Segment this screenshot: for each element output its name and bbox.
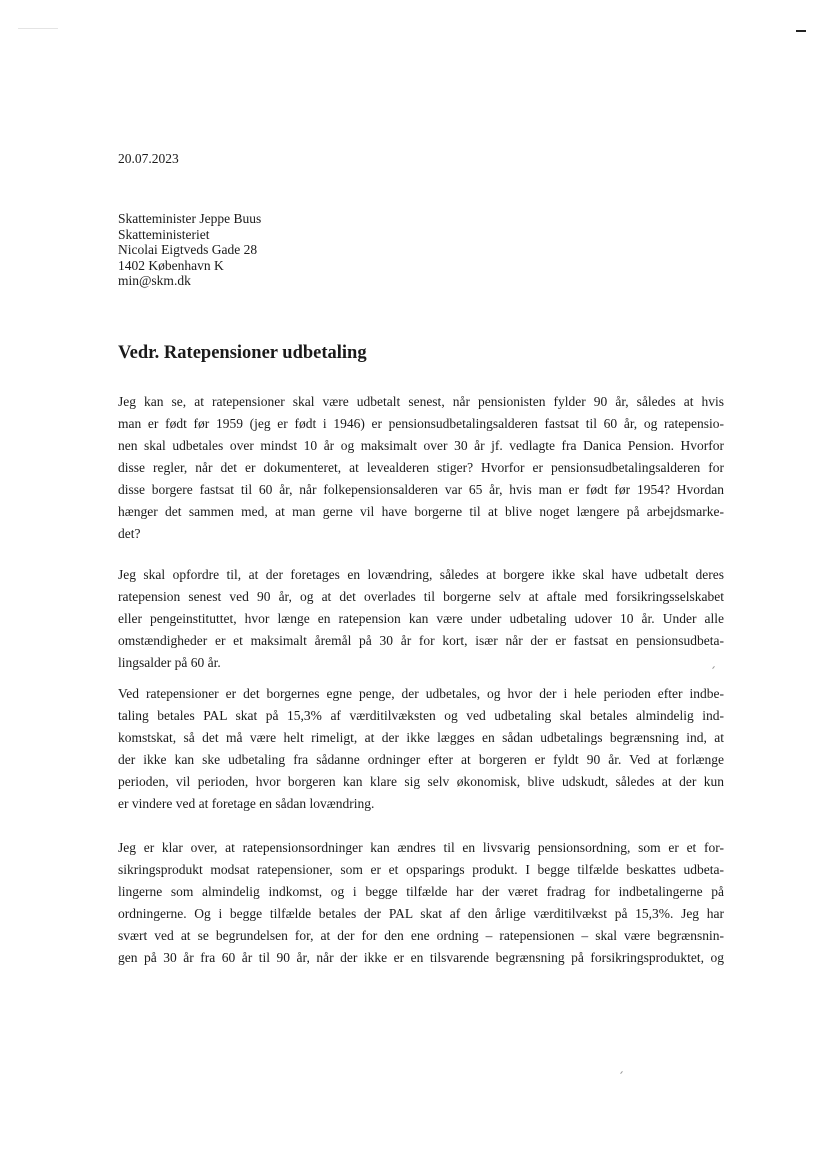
paragraph-line: eller pengeinstituttet, hvor længe en ratepension kan være under udbetaling udover 10 år. Under alle [118, 611, 724, 626]
scan-artifact [620, 1071, 623, 1074]
scan-artifact [18, 28, 58, 29]
paragraph-2 [118, 564, 724, 674]
paragraph-line: man er født før 1959 (jeg er født i 1946) er pensionsudbetalingsalderen fastsat til 60 år, og ratepensio- [118, 416, 724, 431]
paragraph-line: lingerne som almindelig indkomst, og i begge tilfælde har der været fradrag for indbetalingerne på [118, 884, 724, 899]
paragraph-line: svært ved at se begrundelsen for, at der for den ene ordning – ratepensionen – skal være begrænsnin- [118, 928, 724, 943]
paragraph-line: hænger det sammen med, at man gerne vil have borgerne til at blive noget længere på arbejdsmarke- [118, 504, 724, 519]
paragraph-line: omstændigheder er et maksimalt åremål på 30 år for kort, især når der er fastsat en pensionsudbeta- [118, 633, 724, 648]
paragraph-line: er vindere ved at foretage en sådan lovændring. [118, 796, 375, 811]
recipient-city: 1402 København K [118, 257, 224, 273]
paragraph-line: lingsalder på 60 år. [118, 655, 221, 670]
paragraph-line: det? [118, 526, 141, 541]
recipient-name: Skatteminister Jeppe Buus [118, 211, 262, 226]
paragraph-line: komstskat, så det må være helt rimeligt, at der ikke lægges en sådan udbetalings begrænsning ind, at [118, 730, 724, 745]
paragraph-3 [118, 683, 724, 815]
paragraph-line: disse borgere fastsat til 60 år, når folkepensionsalderen var 65 år, hvis man er født før 1954? Hvordan [118, 482, 724, 497]
paragraph-4 [118, 837, 724, 969]
recipient-organization: Skatteministeriet [118, 226, 210, 242]
paragraph-line: nen skal udbetales over mindst 10 år og maksimalt over 30 år jf. vedlagte fra Danica Pension. Hvorfor [118, 438, 724, 453]
letter-date: 20.07.2023 [118, 151, 179, 166]
paragraph-line: perioden, vil perioden, hvor borgeren kan klare sig selv økonomisk, blive udskudt, således at der kun [118, 774, 724, 789]
paragraph-line: Jeg er klar over, at ratepensionsordninger kan ændres til en livsvarig pensionsordning, som er et for- [118, 840, 724, 855]
recipient-street: Nicolai Eigtveds Gade 28 [118, 242, 258, 257]
subject-heading: Vedr. Ratepensioner udbetaling [118, 343, 367, 363]
scan-artifact [796, 30, 806, 32]
paragraph-line: disse regler, når det er dokumenteret, at levealderen stiger? Hvorfor er pensionsudbetalingsalderen for [118, 460, 724, 475]
paragraph-line: taling betales PAL skat på 15,3% af værditilvæksten og ved udbetaling skal betales almindelig ind- [118, 708, 724, 723]
recipient-email: min@skm.dk [118, 273, 191, 288]
paragraph-line: ordningerne. Og i begge tilfælde betales der PAL skat af den årlige værditilvækst på 15,3%. Jeg har [118, 906, 724, 921]
recipient-address [118, 211, 261, 289]
paragraph-line: Jeg kan se, at ratepensioner skal være udbetalt senest, når pensionisten fylder 90 år, således at hvis [118, 394, 724, 409]
paragraph-line: Ved ratepensioner er det borgernes egne penge, der udbetales, og hvor der i hele perioden efter indbe- [118, 686, 724, 701]
paragraph-line: gen på 30 år fra 60 år til 90 år, når der ikke er en tilsvarende begrænsning på forsikringsproduktet, og [118, 950, 724, 965]
paragraph-line: Jeg skal opfordre til, at der foretages en lovændring, således at borgere ikke skal have udbetalt deres [118, 567, 724, 582]
paragraph-1 [118, 391, 724, 545]
paragraph-line: der ikke kan ske udbetaling fra sådanne ordninger efter at borgeren er fyldt 90 år. Ved at forlænge [118, 752, 724, 767]
paragraph-line: sikringsprodukt modsat ratepensioner, som er et opsparings produkt. I begge tilfælde beskattes udbeta- [118, 862, 724, 877]
paragraph-line: ratepension senest ved 90 år, og at det overlades til borgerne selv at aftale med forsikringsselskabet [118, 589, 724, 604]
